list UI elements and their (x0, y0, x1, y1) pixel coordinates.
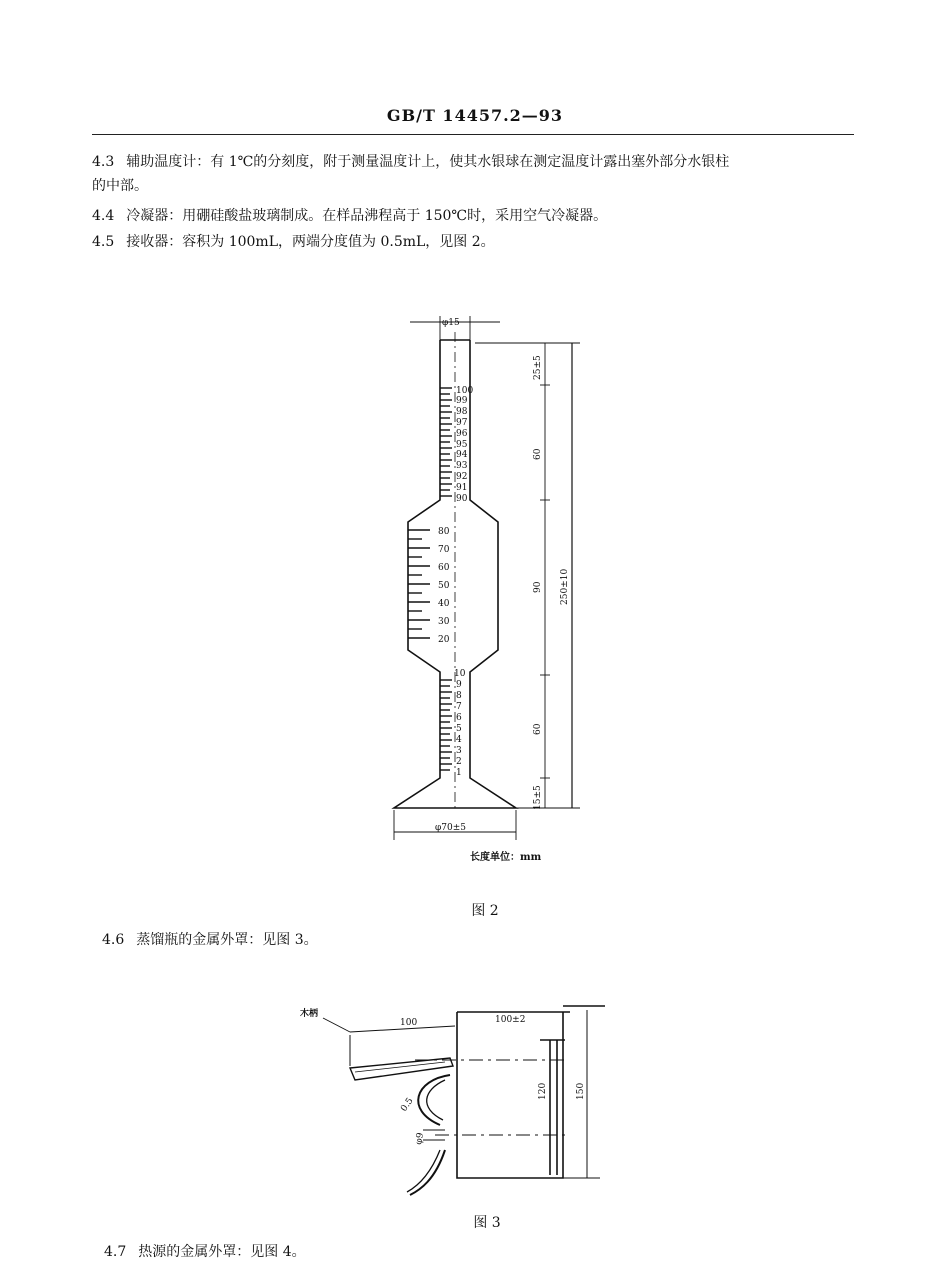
paragraph-4-5 (92, 230, 862, 254)
dim-top-label: 25±5 (533, 355, 543, 380)
paragraph-4-3 (92, 150, 862, 198)
scale-label: 95 (456, 440, 468, 450)
dim-outer-height: 150 (576, 1082, 586, 1100)
scale-label: 70 (438, 545, 450, 555)
dim-inner-height: 120 (538, 1082, 548, 1100)
figure-2-unit-note: 长度单位：mm (470, 852, 542, 863)
paragraph-text: 接收器：容积为 100mL，两端分度值为 0.5mL，见图 2。 (126, 234, 495, 250)
dim-hole: φ9 (414, 1131, 427, 1146)
paragraph-number: 4.4 (92, 208, 115, 224)
scale-label: 91 (456, 483, 468, 493)
paragraph-number: 4.3 (92, 154, 115, 170)
paragraph-number: 4.6 (102, 932, 125, 948)
scale-label: 60 (438, 563, 450, 573)
header-rule (92, 134, 854, 135)
paragraph-4-7 (104, 1240, 874, 1264)
scale-label: 98 (456, 407, 468, 417)
scale-label: 96 (456, 429, 468, 439)
scale-label: 99 (456, 396, 468, 406)
paragraph-text: 冷凝器：用硼硅酸盐玻璃制成。在样品沸程高于 150℃时，采用空气冷凝器。 (126, 208, 608, 224)
base-diameter-label: φ70±5 (435, 823, 467, 833)
top-diameter-label: φ15 (442, 318, 460, 328)
shield-rod (418, 1075, 450, 1125)
dim-middle-label: 90 (533, 581, 543, 593)
scale-label: 4 (456, 735, 462, 745)
scale-label: 30 (438, 617, 450, 627)
scale-label: 2 (456, 757, 462, 767)
scale-label: 10 (454, 669, 466, 679)
scale-label: 6 (456, 713, 462, 723)
dim-handle-length: 100 (400, 1018, 418, 1028)
scale-label: 93 (456, 461, 468, 471)
handle-label: 木柄 (300, 1009, 319, 1019)
paragraph-4-6 (102, 928, 872, 952)
dim-total-label: 250±10 (560, 568, 570, 605)
scale-label: 40 (438, 599, 450, 609)
scale-label: 92 (456, 472, 468, 482)
scale-label: 94 (456, 450, 468, 460)
wooden-handle (350, 1058, 453, 1080)
dim-upper-label: 60 (533, 448, 543, 460)
paragraph-continuation: 的中部。 (92, 178, 148, 194)
scale-label: 1 (456, 768, 462, 778)
paragraph-text: 热源的金属外罩：见图 4。 (138, 1244, 306, 1260)
paragraph-text: 辅助温度计：有 1℃的分刻度，附于测量温度计上，使其水银球在测定温度计露出塞外部分水银柱 (126, 154, 730, 170)
figure-2-receiver-diagram (380, 310, 610, 870)
scale-label: 8 (456, 691, 462, 701)
paragraph-number: 4.7 (104, 1244, 127, 1260)
scale-label: 7 (456, 702, 462, 712)
scale-label: 9 (456, 680, 462, 690)
figure-2-caption: 图 2 (471, 903, 499, 919)
scale-label: 3 (456, 746, 462, 756)
dim-lower-label: 60 (533, 723, 543, 735)
paragraph-4-4 (92, 204, 862, 228)
dim-width: 100±2 (495, 1015, 526, 1025)
figure-3-shield-diagram (295, 1000, 615, 1205)
scale-label: 5 (456, 724, 462, 734)
figure-3-caption: 图 3 (473, 1215, 501, 1231)
scale-label: 50 (438, 581, 450, 591)
page-header: GB/T 14457.2—93 (386, 106, 564, 125)
scale-label: 80 (438, 527, 450, 537)
dim-thickness: 0.5 (399, 1096, 416, 1114)
scale-label: 100 (456, 386, 474, 396)
scale-label: 97 (456, 418, 468, 428)
dim-bottom-label: 15±5 (533, 785, 543, 810)
scale-label: 20 (438, 635, 450, 645)
paragraph-text: 蒸馏瓶的金属外罩：见图 3。 (136, 932, 318, 948)
scale-label: 90 (456, 494, 468, 504)
paragraph-number: 4.5 (92, 234, 115, 250)
